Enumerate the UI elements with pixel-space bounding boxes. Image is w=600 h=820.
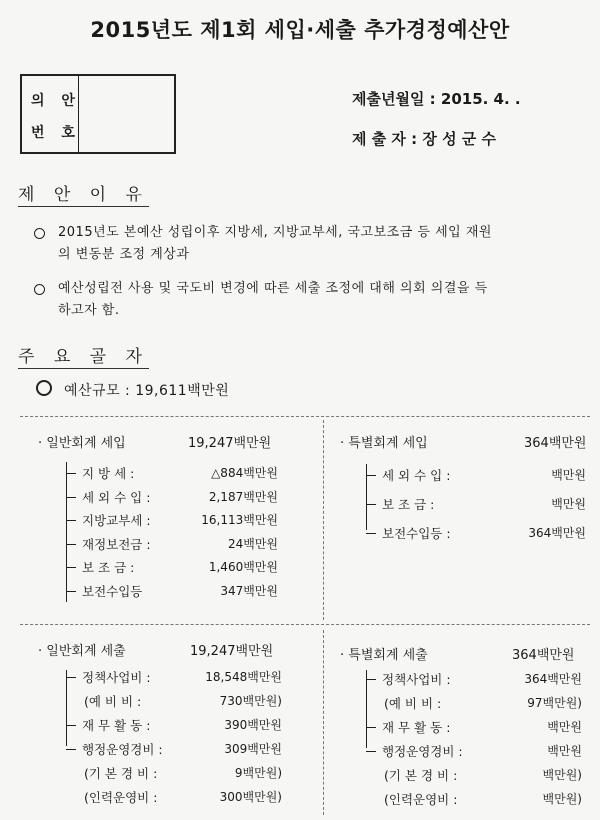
submitter: 제 출 자 : 장 성 군 수 [352,130,496,148]
circle-bullet-icon [36,380,52,396]
reason-1-line2: 의 변동분 조정 계상과 [58,247,190,262]
dashed-separator-top [20,416,590,417]
special-revenue-title: · 특별회계 세입 [340,436,428,451]
tree-connector [366,670,367,748]
budget-item-label: 정책사업비 : [82,670,151,685]
budget-item-value: 309백만원 [224,742,282,756]
tree-branch [366,475,376,476]
budget-item-value: 18,548백만원 [205,670,282,684]
tree-branch [66,725,76,726]
tree-branch [366,533,376,534]
general-revenue-title: · 일반회계 세입 [38,436,126,451]
tree-branch [366,504,376,505]
budget-item-value: △884백만원 [211,466,278,480]
budget-item-label: 보 조 금 : [82,560,135,575]
budget-item-label: 정책사업비 : [382,672,451,687]
budget-item-label: 지 방 세 : [82,466,135,481]
budget-item-label: 재 무 활 동 : [82,718,151,733]
document-title: 2015년도 제1회 세입·세출 추가경정예산안 [90,18,510,42]
budget-item-value: 백만원) [542,768,582,782]
budget-item-value: 390백만원 [224,718,282,732]
dashed-separator-vertical-1 [323,420,324,620]
budget-item-value: 24백만원 [227,536,278,551]
tree-connector [66,462,67,602]
budget-item-label: 지방교부세 : [82,513,151,528]
budget-item-label: 보전수입등 : [382,526,451,541]
bill-number-box [20,74,176,154]
budget-item-value: 9백만원) [234,766,282,780]
budget-scale-text: 예산규모 : 19,611백만원 [64,383,230,399]
general-revenue-total: 19,247백만원 [188,436,272,451]
budget-item-label: (인력운영비 : [384,792,458,807]
tree-connector [66,670,67,746]
budget-item-value: 백만원 [551,468,586,482]
proposal-reason-heading: 제 안 이 유 [18,180,149,207]
budget-item-label: 보 조 금 : [382,497,435,512]
tree-branch [66,497,76,498]
budget-item-value: 백만원 [547,744,582,758]
reason-1-line1: 2015년도 본예산 성립이후 지방세, 지방교부세, 국고보조금 등 세입 재원 [58,225,492,240]
budget-item-value: 1,460백만원 [208,560,278,574]
budget-item-label: 보전수입등 [82,583,143,599]
tree-connector [366,464,367,530]
tree-branch [66,749,76,750]
tree-branch [66,544,76,545]
tree-branch [66,567,76,568]
budget-item-value: 백만원 [551,497,586,511]
budget-item-label: (예 비 비 : [384,696,442,711]
budget-item-value: 백만원 [547,720,582,734]
budget-item-value: 364백만원 [528,526,586,540]
tree-branch [66,520,76,521]
budget-item-value: 2,187백만원 [208,489,278,504]
general-expenditure-total: 19,247백만원 [190,644,274,659]
budget-item-value: 364백만원 [524,672,582,686]
reason-2-line2: 하고자 함. [58,303,120,318]
budget-item-value: 97백만원) [527,696,582,710]
main-points-heading: 주 요 골 자 [18,342,149,369]
budget-item-label: 행정운영경비 : [382,744,463,759]
dashed-separator-middle [20,624,590,625]
circle-bullet-icon [34,284,45,295]
reason-bullet-2 [34,278,488,322]
budget-item-label: 행정운영경비 : [82,742,163,757]
bill-label-line1: 의 안 [31,93,81,109]
budget-item-value: 300백만원) [219,790,282,804]
tree-branch [366,679,376,680]
tree-branch [366,751,376,752]
tree-branch [366,727,376,728]
budget-item-value: 16,113백만원 [201,513,278,527]
budget-item-value: 백만원) [542,792,582,806]
general-expenditure-title: · 일반회계 세출 [38,644,126,659]
dashed-separator-vertical-2 [323,630,324,815]
budget-item-label: 재 무 활 동 : [382,720,451,735]
submission-date: 제출년월일 : 2015. 4. . [352,90,521,108]
budget-item-label: 세 외 수 입 : [382,468,451,483]
budget-item-label: (예 비 비 : [84,694,142,709]
reason-2-line1: 예산성립전 사용 및 국도비 변경에 따른 세출 조정에 대해 의회 의결을 득 [58,281,488,296]
special-expenditure-title: · 특별회계 세출 [340,648,428,663]
budget-item-label: (기 본 경 비 : [84,766,158,781]
reason-bullet-1 [34,222,492,266]
tree-branch [66,591,76,592]
budget-scale [36,380,229,400]
special-revenue-total: 364백만원 [524,436,587,451]
budget-item-label: 재정보전금 : [82,536,151,552]
budget-item-label: 세 외 수 입 : [82,489,151,505]
budget-item-label: (인력운영비 : [84,790,158,805]
budget-item-label: (기 본 경 비 : [384,768,458,783]
special-expenditure-total: 364백만원 [512,648,575,663]
circle-bullet-icon [34,228,45,239]
tree-branch [66,677,76,678]
tree-branch [66,473,76,474]
budget-item-value: 347백만원 [220,583,278,598]
bill-label-line2: 번 호 [31,125,81,141]
budget-item-value: 730백만원) [219,694,282,708]
